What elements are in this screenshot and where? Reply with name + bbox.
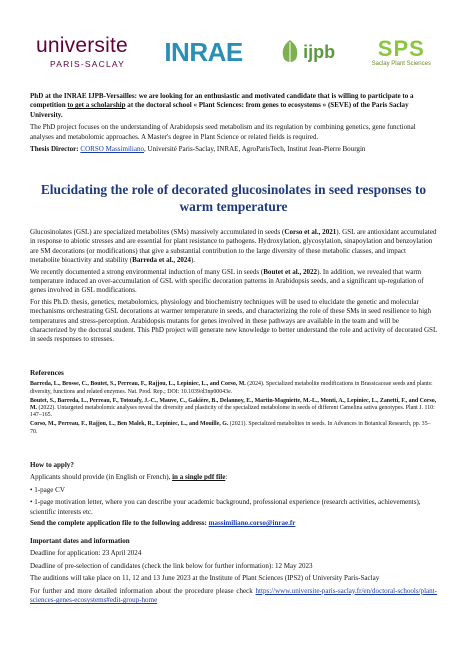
universite-paris-saclay-logo [36,33,128,69]
deadline-application: Deadline for application: 23 April 2024 [30,549,142,558]
scholarship-text: to get a scholarship [67,101,126,110]
intro-headline-part2: at the doctoral school « Plant Sciences: from genes to ecosystems » (SEVE) of the Paris Saclay University. [30,101,409,119]
reference-authors: Boutet, S., Barreda, L., Perreau, F., Totozafy, J.-C., Mauve, C., Gakière, B., Delannoy, E., Martin-Magniette, M.-L., Monti, A., Lepiniec, L., Zanetti, F., and Corso, M. [30,397,437,412]
thesis-director-label: Thesis Director: [30,145,81,154]
body-p1-text-a: Glucosinolates (GSL) are specialized metabolites (SMs) massively accumulated in seeds ( [30,228,285,236]
sps-logo [371,35,431,67]
intro-headline [30,92,437,120]
citation-corso-2021: Corso et al., 2021 [284,228,337,236]
reference-authors: Barreda, L., Brosse, C., Boutet, S., Perreau, F., Rajjou, L., Lepiniec, L., and Corso, M. [30,381,246,388]
reference-details: (2022). Untargeted metabolomic analyses reveal the diversity and plasticity of the specialized metabolome in seeds of different Camelina sativa genotypes. Plant J. 110: 147–165. [30,405,435,419]
ijpb-leaf-icon [279,39,301,65]
apply-heading: How to apply? [30,461,74,469]
references-section [30,368,437,438]
citation-barreda-2024: Barreda et al., 2024 [132,256,191,265]
sps-logo-sub: Saclay Plant Sciences [371,60,431,67]
body-paragraph-1 [30,228,437,266]
reference-details: (2021). Specialized metabolites in seeds. In Advances in Botanical Research, pp. 35–70. [30,421,431,435]
logo-bar [36,30,431,74]
body-paragraph-2 [30,268,437,296]
references-heading: References [30,368,64,377]
further-info-text: For further and more detailed information about the procedure please check [30,586,256,595]
body-section [30,228,437,345]
reference-item [30,381,437,395]
body-p1-text-c: ). [190,256,196,265]
send-application-label: Send the complete application file to the following address: [30,519,209,528]
intro-description: The PhD project focuses on the understanding of Arabidopsis seed metabolism and its regulation by combining genetics, gene functional analyses and metabolomic approaches. A Master's degree in Plant Science or related fields is required. [30,123,416,141]
ups-logo-word: universite [36,33,128,57]
apply-instructions [30,473,437,482]
doctoral-school-link[interactable]: https://www.universite-paris-saclay.fr/en/doctoral-schools/plant-sciences-genes-ecosystems#edit-group-home [30,586,437,605]
apply-bullet-letter: • 1-page motivation letter, where you can describe your academic background, professional experience (research activities, achievements), scientific interests etc. [30,498,421,516]
dates-section [30,537,437,605]
reference-details: (2024). Specialized metabolite modifications in Brassicaceae seeds and plants: diversity, functions and related enzymes. Nat. Prod. Rep.; DOI: 10.1039/d3np00043e. [30,381,433,395]
thesis-director-line [30,145,437,154]
contact-email-link[interactable]: massimiliano.corso@inrae.fr [208,519,296,528]
further-info [30,587,437,606]
ijpb-logo-text: ijpb [303,41,336,62]
send-application-line [30,519,437,528]
deadline-preselection: Deadline of pre-selection of candidates (check the link below for further information): 12 May 2023 [30,561,313,570]
dates-heading: Important dates and information [30,537,130,545]
thesis-director-link[interactable]: CORSO Massimiliano [80,145,144,154]
body-p2-text-a: We recently documented a strong environmental induction of many GSL in seeds ( [30,267,264,276]
auditions-info: The auditions will take place on 11, 12 and 13 June 2023 at the Institute of Plant Sciences (IPS2) of University Paris-Saclay [30,574,380,583]
body-paragraph-3: For this Ph.D. thesis, genetics, metabolomics, physiology and biochemistry techniques will be used to elucidate the genetic and molecular mechanisms orchestrating GSL decorations at warmer temperature in seeds, and characterizing the role of these SMs in seed resilience to high temperatures and stress-perception. Arabidopsis mutants for genes involved in these pathways are available in the team and will be characterized by the doctoral student. This PhD project will generate new knowledge to better understand the role and activity of decorated GSL in seeds responses to stresses. [30,297,438,344]
apply-text-c: : [225,473,228,482]
apply-text-a: Applicants should provide (in English or French), [30,473,173,482]
reference-item [30,398,437,420]
reference-authors: Corso, M., Perreau, F., Rajjou, L., Ben Malek, R., Lepiniec, L., and Mouille, G. [30,421,229,428]
intro-headline-part1: PhD at the INRAE IJPB-Versailles: we are looking for an enthusiastic and motivated candidate that is willing to participate to a competition [30,92,414,110]
apply-section [30,461,437,528]
apply-bullet-cv: • 1-page CV [30,485,65,494]
body-p2-text-b: ). In addition, we revealed that warm temperature induced an over-accumulation of GSL with specific decoration patterns in Arabidopsis seeds, and a significant up-regulation of genes involved in GSL modifications. [30,267,424,295]
single-pdf-emphasis: in a single pdf file [172,473,226,482]
references-list [30,381,437,435]
ijpb-logo [279,39,335,65]
sps-logo-text: SPS [377,35,425,61]
ups-logo-sub: PARIS-SACLAY [50,58,126,69]
reference-item [30,421,437,435]
thesis-director-affiliation: , Université Paris-Saclay, INRAE, AgroParisTech, Institut Jean-Pierre Bourgin [144,145,366,154]
intro-section [30,92,437,154]
document-title: Elucidating the role of decorated glucosinolates in seed responses to warm temperature [40,182,427,214]
inrae-logo: INRAE [164,36,243,67]
body-p1-text-b: ). GSL are antioxidant accumulated in response to abiotic stresses and are essential for plant resistance to pathogens. Hydroxylation, glycosylation, sinapoylation and benzoylation are SM decorations (or modifications) that give a substantial contribution to the large diversity of these metabolic classes, and impact metabolite bioactivity and stability ( [30,228,437,265]
citation-boutet-2022: Boutet et al., 2022 [263,267,318,276]
